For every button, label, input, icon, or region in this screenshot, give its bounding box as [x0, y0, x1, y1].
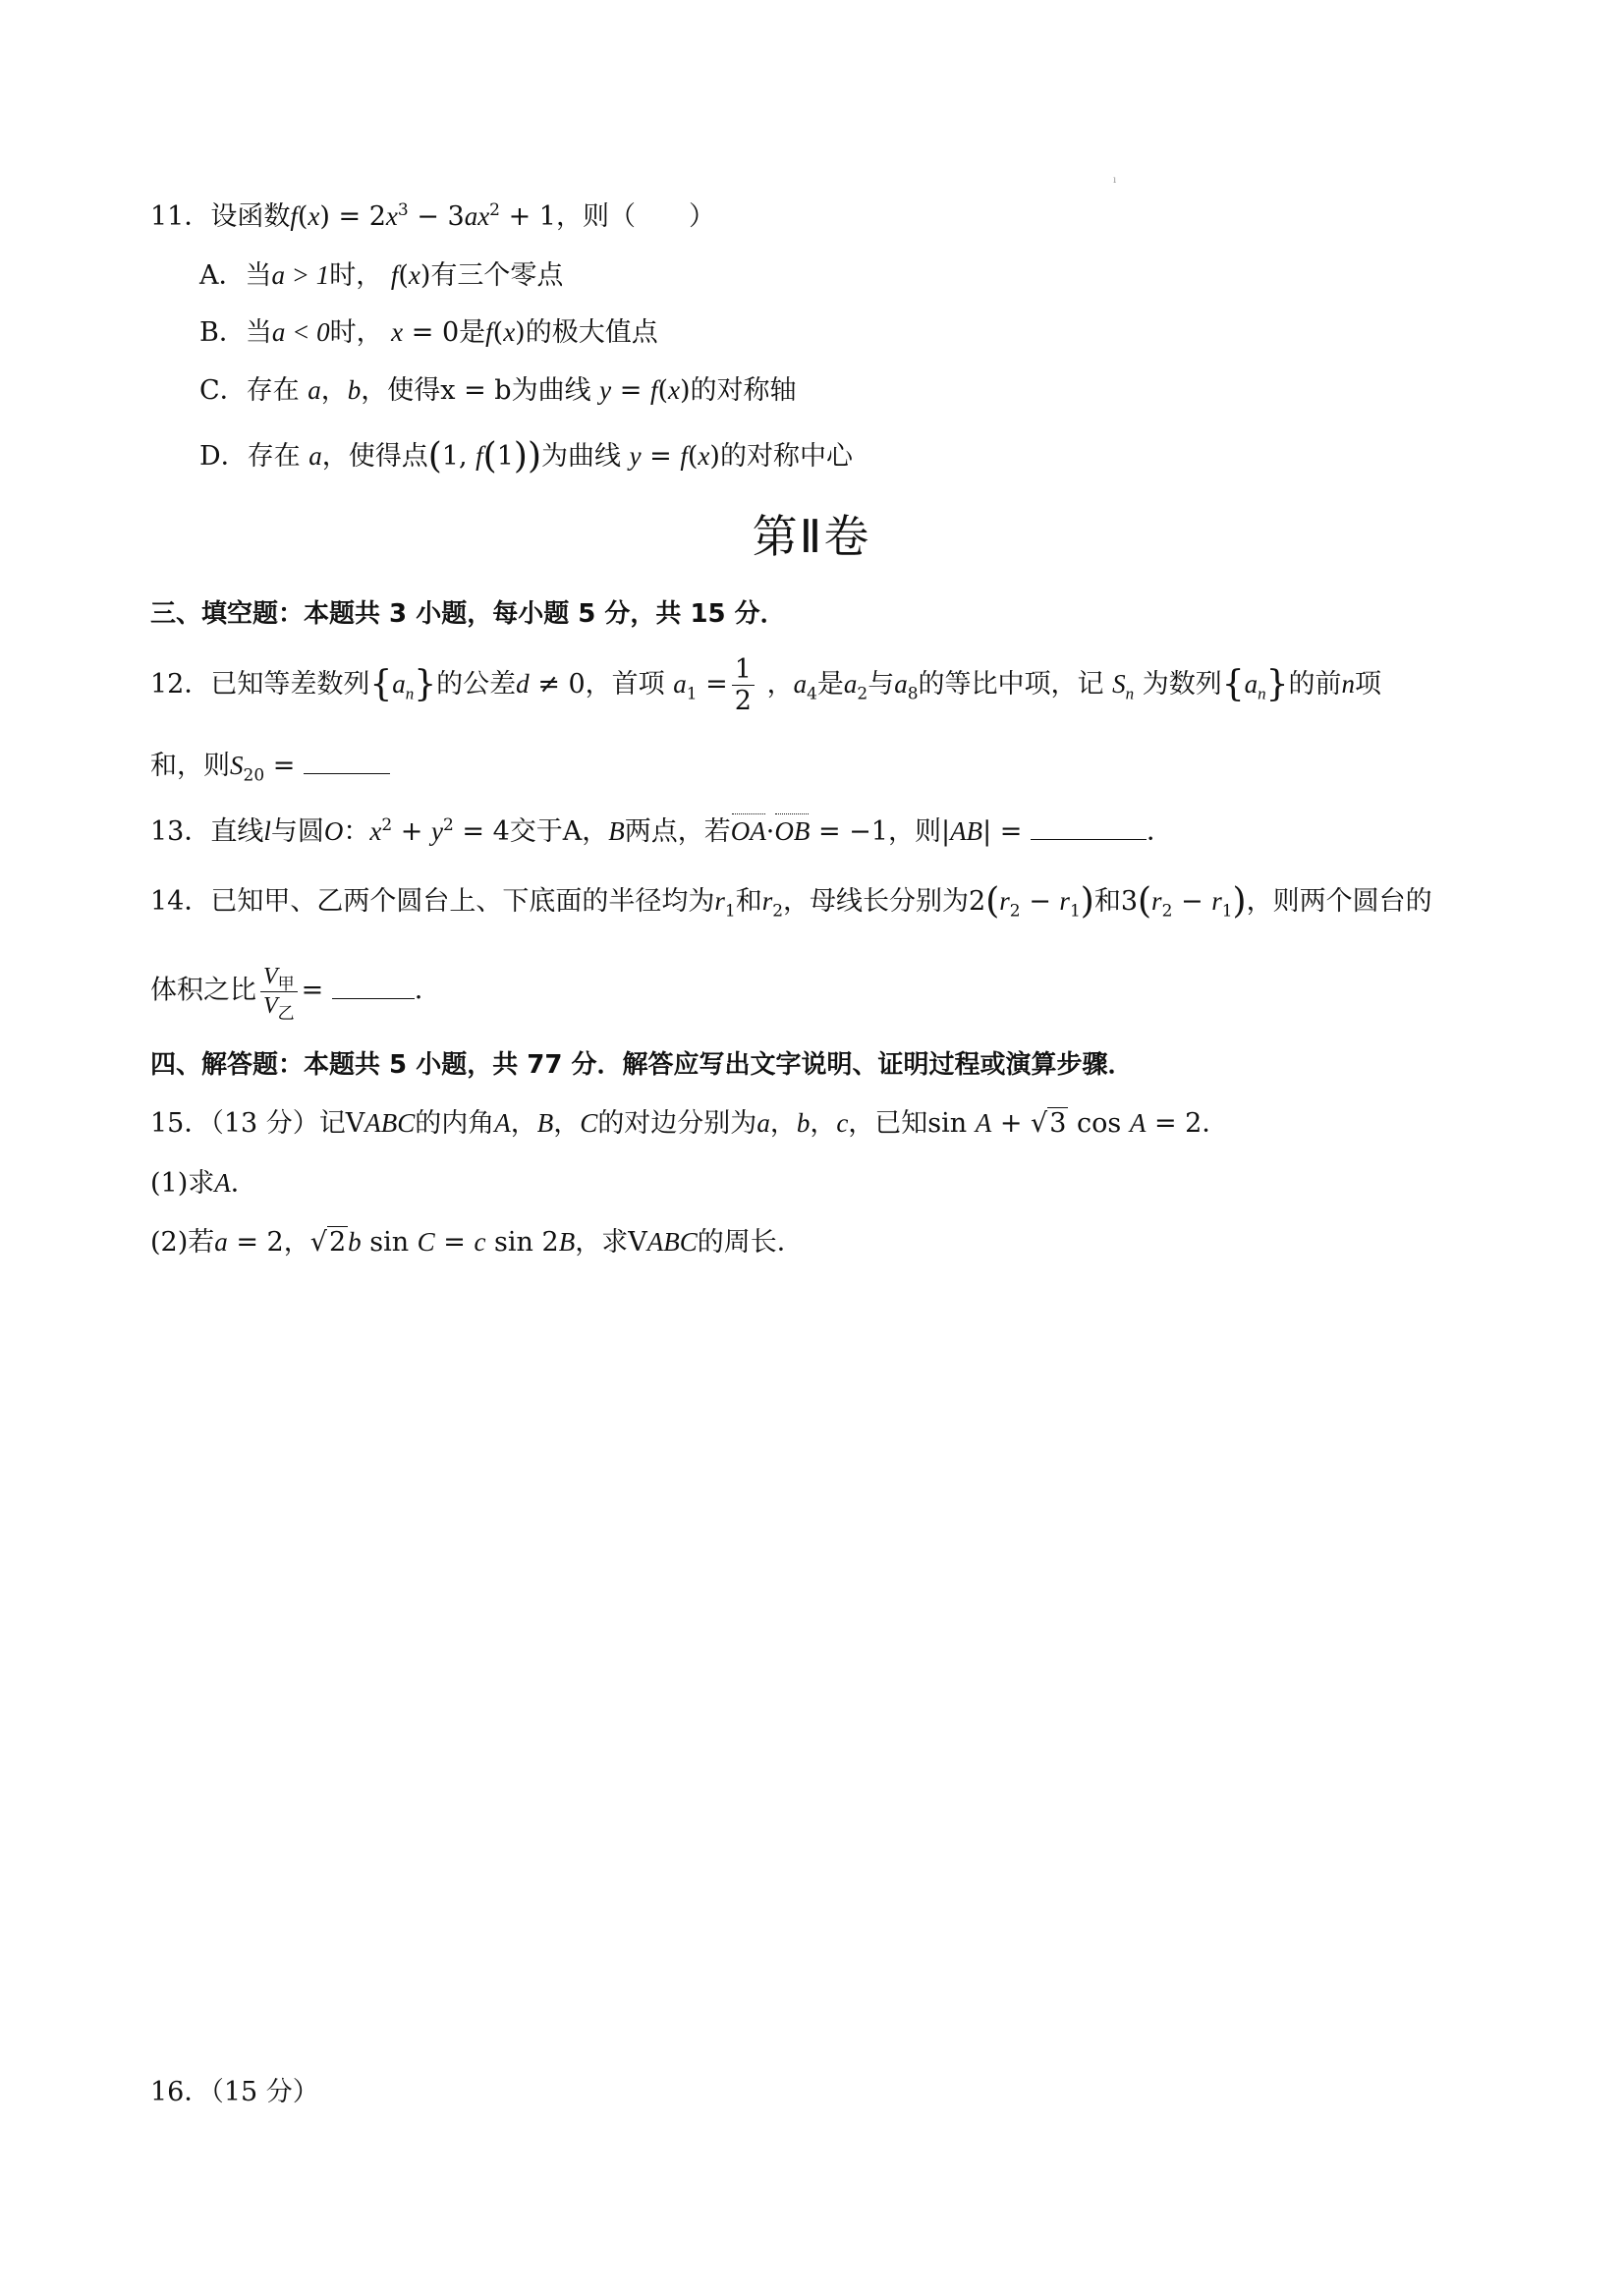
question-11-option-b: B．当a < 0时， x = 0是f(x)的极大值点	[199, 317, 658, 348]
question-14: 14．已知甲、乙两个圆台上、下底面的半径均为$r_1$和$r_2$，母线长分别为$2(r_2 - r_1)$和$3(r_2 - r_1)$，则两个圆台的	[150, 881, 1432, 922]
question-16: 16．（15 分）	[150, 2077, 319, 2107]
question-15-part-1: (1)求A．	[150, 1168, 257, 1199]
page-mark: ı	[1113, 175, 1117, 186]
section-4-heading: 四、解答题：本题共 5 小题，共 77 分．解答应写出文字说明、证明过程或演算步骤．	[150, 1050, 1134, 1080]
question-14-line-2: 体积之比 $\frac{V_甲}{V_乙}$ = ．	[150, 964, 441, 1024]
question-15: 15．（13 分）记VABC的内角A，B，C的对边分别为a，b，c，已知sin A + √3 cos A = 2．	[150, 1108, 1229, 1139]
part-title: 第Ⅱ卷	[752, 510, 871, 563]
question-13: 13．直线l与圆O：$x^2 + y^2 = 4$交于A，B两点，若OA·OB = −1，则|AB| = ．	[150, 815, 1173, 847]
question-12: 12．已知等差数列$\{a_n\}$的公差d ≠ 0，首项 $a_1$ = $\frac{1}{2}$ ，$a_4$是$a_2$与$a_8$的等比中项，记 $S_n$ 为数列$\{a_n\}$的前n项	[150, 654, 1382, 717]
question-11-option-d: D．存在 a，使得点(1, f(1))为曲线 y = f(x)的对称中心	[199, 436, 853, 476]
question-11-stem: 11．设函数$f(x) = 2x^3 - 3ax^2 + 1$，则（ ）	[150, 200, 715, 232]
question-12-line-2: 和，则$S_{20}$ =	[150, 753, 390, 779]
question-11-option-a: A．当a > 1时， f(x)有三个零点	[199, 260, 564, 291]
question-15-part-2: (2)若a = 2，√2b sin C = c sin 2B，求VABC的周长．	[150, 1227, 804, 1258]
section-3-heading: 三、填空题：本题共 3 小题，每小题 5 分，共 15 分．	[150, 599, 786, 629]
question-11-option-c: C．存在 a，b，使得x = b为曲线 y = f(x)的对称轴	[199, 375, 797, 406]
